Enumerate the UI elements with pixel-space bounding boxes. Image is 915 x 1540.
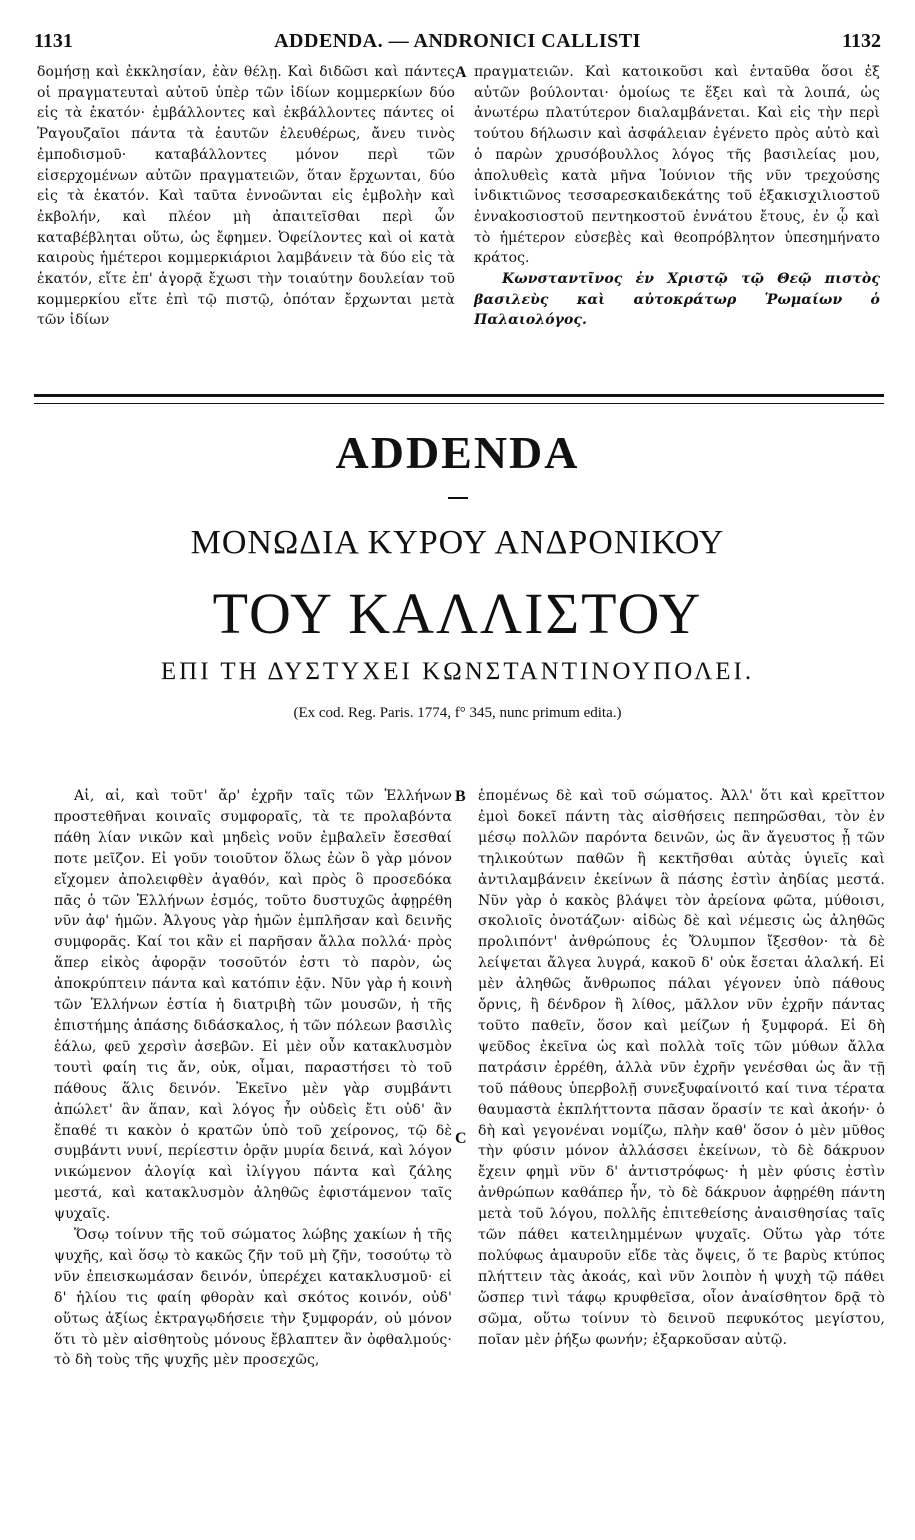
page-number-left: 1131 (34, 30, 73, 52)
monody-title-line2: ΤΟΥ ΚΑΛΛΙΣΤΟΥ (212, 581, 703, 646)
running-head (34, 30, 881, 58)
bottom-right-column (478, 786, 885, 1350)
margin-letter-a: A (455, 64, 467, 81)
monody-paragraph-1: Αἰ, αἰ, καὶ τοῦτ' ἄρ' ἐχρῆν ταῖς τῶν Ἑλλήνων προστεθῆναι κοιναῖς συμφοραῖς, τὰ τε προλαβόντα πάθη λίαν νικῶν καὶ μηδεὶς νοῦν ἐμβαλεῖν ἔσεσθαί ποτε μεῖζον. Εἰ γοῦν τοιοῦτον ὅλως ἐὼν ὃ γὰρ μόνον εἴχομεν ἀπολειφθὲν ἀγαθόν, καὶ πρὸς ὃ προσεδόκα πᾶς ὁ τῶν Ἑλλήνων ἐσμός, τοῦτο δυστυχῶς ἀφῃρέθη νῦν ἀφ' ἡμῶν. Ἀλγους γὰρ ἡμῶν ἐμπλῆσαν καὶ δεινῆς συμφορᾶς. Καί τοι κἂν εἰ παρῆσαν ἄλλα πολλά· πρὸς ἅπερ εἰκὸς ἀφορᾷν τοσοῦτόν ἐστι τὸ παρὸν, ὡς ἀποκρύπτειν πάντα καὶ κατόπιν ἐᾷν. Νῦν γὰρ ἡ κοινὴ τῶν Ἑλλήνων ἑστία ἡ διατριβὴ τῶν μουσῶν, ἡ τῆς ἐπιστήμης ἁπάσης διδάσκαλος, ἡ τῶν πόλεων βασιλὶς ἑάλω, φεῦ χερσὶν ἀσεβῶν. Εἰ μὲν οὖν κατακλυσμὸν τουτὶ φαίη τις ἄν, οὐκ, οἶμαι, παραστήσει τὸ τοῦ πάθους ἅλις δεινόν. Ἐκεῖνο μὲν γὰρ συμβάντι ἀπώλετ' ἂν ἅπαν, καὶ λόγος ἦν οὐδεὶς ἔτι οὐδ' ἂν ἔπαθέ τι κακὸν ὁ κρατῶν ὑπὸ τοῦ χείρονος, τῷ δὲ συμβάντι νυνί, περίεστιν ὁρᾷν μυρία δεινά, καὶ λόγον νικώμενον ἀλογίᾳ καὶ ἰλίγγου πάντα καὶ ζάλης μεστά, καὶ κατακλυσμὸν ἀληθῶς ἐφιστάμενον ταῖς ψυχαῖς. (54, 788, 452, 1223)
margin-letter-c: C (455, 1130, 467, 1147)
addenda-heading: ADDENDA (335, 427, 580, 478)
monody-paragraph-2: Ὅσῳ τοίνυν τῆς τοῦ σώματος λώβης χακίων ἡ τῆς ψυχῆς, καὶ ὅσῳ τὸ κακῶς ζῆν τοῦ μὴ ζῆν, τοσούτῳ τὸ νῦν ἐπεισκωμάσαν δεινόν, ὑπερέχει κατακλυσμοῦ· εἰ δ' ἡλίου τις φαίη φθορὰν καὶ σκότος κοινόν, οὐδ' οὕτως ἀξίως ἐκτραγῳδήσειε τὴν ξυμφοράν, οὐ μόνον ὅτι τὸ μὲν αἰσθητοὺς μόνους ἔβλαπτεν ἂν ὀφθαλμούς· τὸ δὴ τοὺς τῆς ψυχῆς μὲν προσεχῶς, (54, 1227, 452, 1369)
top-left-column (37, 62, 455, 331)
monody-title-line1: ΜΟΝΩΔΙΑ ΚΥΡΟΥ ΑΝΔΡΟΝΙΚΟΥ (190, 524, 725, 561)
top-right-column (474, 62, 880, 331)
margin-letter-b: B (455, 788, 466, 805)
heading-dash (448, 497, 468, 499)
imperial-signature: Κωνσταντῖνος ἐν Χριστῷ τῷ Θεῷ πιστὸς βασιλεὺς καὶ αὐτοκράτωρ Ῥωμαίων ὁ Παλαιολόγος. (474, 271, 880, 329)
monody-paragraph-3: ἑπομένως δὲ καὶ τοῦ σώματος. Ἀλλ' ὅτι καὶ κρεῖττον ἐμοὶ δοκεῖ πάντη τὰς αἰσθήσεις πεπηρῶσθαι, τὸν ἐν μέσῳ πολλῶν παρόντα δεινῶν, ὡς ἂν ἄγευστος ᾖ τῶν τηλικούτων παθῶν ἢ κεκτῆσθαι αὐτὰς ὑγιεῖς καὶ ἀντιλαμβάνειν ἐκείνων ἃ πάσης ἐστὶν ἀηδίας μεστά. Νῦν γὰρ ὁ κακὸς βλάψει τὸν ἀρείονα φῶτα, μύθοισι, σκολιοῖς ὀνοτάζων· αἰδὼς δὲ καὶ νέμεσις ὡς ἀληθῶς προλιπόντ' ἀνθρώπους ἐς Ὄλυμπον ἴξεσθον· τὰ δὲ λείψεται ἄλγεα λυγρά, κακοῦ δ' οὐκ ἔσεται ἀλαλκή. Εἰ μὲν ἀληθῶς ἄνθρωπος πάλαι γέγονεν ὑπὸ πάθους ὄρνις, ἢ δένδρον ἢ λίθος, μᾶλλον νῦν ἐχρῆν πάντας τοῦτο παθεῖν, ὅσον καὶ μείζων ἡ ξυμφορά. Εἰ δὴ ψεῦδος ἐκεῖνα ὡς καὶ πολλὰ τοῖς τῶν μύθων ἄλλα πατράσιν ἐρρέθη, ἀλλὰ νῦν ἐχρῆν γενέσθαι ὡς ἂν τῇ τοῦ πάθους ὑπερβολῇ συνεξυφαίνοιτό καί τινα τέρατα θαυμαστὰ ἐκπλήττοντα πᾶσαν ὅρασίν τε καὶ ἀκοήν· ὁ δὴ καὶ γεγονέναι νομίζω, πλὴν καθ' ὅσον ὁ μὲν μῦθος τὴν φύσιν μόνον ἀλλάσσει ἐκείνων, τὸ δὲ δάκρυον ἔχειν φημὶ νῦν δ' ἀντιστρόφως· ἡ μὲν φύσις ἐστὶν ἀνθρώπων καθάπερ ἦν, τὸ δὲ δάκρυον ἀφῃρέθη πάντη μετὰ τοῦ λόγου, πολλῆς ἐπιτεθείσης ἀναισθησίας ταῖς τῶν πάθει κατειλημμένων ψυχαῖς. Οὕτω γὰρ τότε πολύφως ἀμαυροῦν εἴδε τὰς ὄψεις, ὅ τε βαρὺς κτύπος πλήττειν τὰς ἀκοάς, καὶ νῦν λοιπὸν ἡ ψυχὴ τῷ πάθει ὥσπερ τινὶ τάφῳ κρυφθεῖσα, οἷον ἀναίσθητον δρᾷ τὸ σῶμα, οὕτω τοίνυν τὸ δεινοῦ πεφυκότος μεγίστου, ποῖαν μὲν ῥήξω φωνήν; ἐξαρκοῦσαν αὐτῷ. (478, 788, 885, 1348)
top-right-text: πραγματειῶν. Καὶ κατοικοῦσι καὶ ἐνταῦθα ὅσοι ἐξ αὐτῶν βούλονται· ὁμοίως τε ἕξει καὶ τὰ λοιπά, ὡς ἀνωτέρω πλατύτερον διαλαμβάνεται. Καὶ εἰς τὴν περὶ τούτου δήλωσιν καὶ ἀσφάλειαν ἐγένετο πρὸς αὐτὸ καὶ ὁ παρὼν χρυσόβουλλος λόγος τῆς βασιλείας μου, ἀπολυθεὶς κατὰ μῆνα Ἰούνιον τῆς νῦν τρεχούσης ἰνδικτιῶνος τεσσαρεσκαιδεκάτης τοῦ ἑξακισχιλιοστοῦ ἐνναkοσιοστοῦ πεντηκοστοῦ ἐννάτου ἔτους, ἐν ᾧ καὶ τὸ ἡμέτερον εὐσεβὲς καὶ θεοπρόβλητον ὑπεσημήνατο κράτος. (474, 64, 880, 267)
manuscript-source-note: (Ex cod. Reg. Paris. 1774, f° 345, nunc primum edita.) (293, 705, 622, 721)
monody-title-line3: ΕΠΙ ΤΗ ΔΥΣΤΥΧΕΙ ΚΩΝΣΤΑΝΤΙΝΟΥΠΟΛΕΙ. (160, 658, 755, 685)
top-left-text: δομήσῃ καὶ ἐκκλησίαν, ἐὰν θέλῃ. Καὶ διδῶσι καὶ πάντες οἱ πραγματευταὶ αὐτοῦ ὑπὲρ τῶν ἰδίων κομμερκίων δύο εἰς τὰ ἑκατόν· ἐμβάλλοντες καὶ ἐκβάλλοντες πάντες οἱ Ῥαγουζαῖοι πάντα τὰ ἑαυτῶν ἐλευθέρως, ἄνευ τινὸς ἐμποδισμοῦ· καταβάλλοντες μόνον περὶ τῶν εἰσερχομένων αὐτῶν πραγματειῶν, ὅταν ἔρχωνται, δύο εἰς τὰ ἑκατόν. Καὶ ταῦτα ἐννοῶνται εἰς ἐμβολὴν καὶ ἐκβολήν, καὶ πλέον μὴ ἀπαιτεῖσθαι περὶ ὧν καταβέβληται οὕτω, ὡς ἔφημεν. Ὀφείλοντες καὶ οἱ κατὰ καιροὺς ἡμέτεροι κομμερκιάριοι λαμβάνειν τὰ δύο εἰς τὰ ἑκατόν, εἴτε ἐπ' ἀγορᾷ ἔχωσι τὴν τοιαύτην δουλείαν τοῦ κομμερκίου εἴτε ἐπὶ τῷ πιστῷ, ὁπόταν ἔρχωνται μετὰ τῶν ἰδίων (37, 64, 455, 329)
bottom-left-column (54, 786, 452, 1371)
section-divider (34, 394, 884, 404)
page-number-right: 1132 (842, 30, 881, 52)
running-title: ADDENDA. — ANDRONICI CALLISTI (274, 30, 641, 52)
